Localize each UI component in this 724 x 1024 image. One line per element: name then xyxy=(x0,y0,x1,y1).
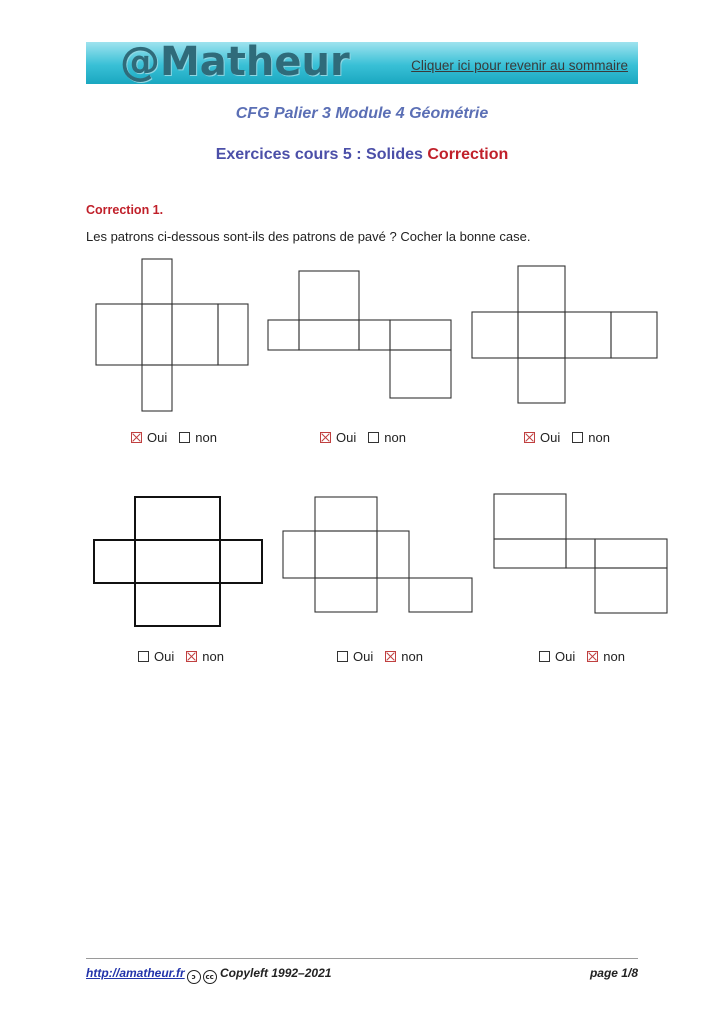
net-face xyxy=(409,578,472,612)
copyleft-text: Copyleft 1992–2021 xyxy=(220,966,332,980)
net-face xyxy=(494,539,566,568)
net-3 xyxy=(472,266,660,406)
net-face xyxy=(218,304,248,365)
checkbox-oui-1[interactable] xyxy=(131,432,142,443)
label-oui: Oui xyxy=(154,649,175,664)
back-to-summary-link[interactable]: Cliquer ici pour revenir au sommaire xyxy=(411,58,628,73)
checkbox-oui-4[interactable] xyxy=(138,651,149,662)
answer-net-1 xyxy=(131,430,217,445)
section-title: Correction 1. xyxy=(86,203,164,217)
subtitle-main: Exercices cours 5 : Solides xyxy=(215,146,428,163)
net-4 xyxy=(93,496,265,630)
checkbox-oui-6[interactable] xyxy=(539,651,550,662)
page-subtitle xyxy=(0,146,724,164)
net-1 xyxy=(96,259,252,413)
label-oui: Oui xyxy=(353,649,374,664)
page-title: CFG Palier 3 Module 4 Géométrie xyxy=(235,105,489,122)
net-face xyxy=(315,531,377,578)
net-face xyxy=(142,259,172,304)
instruction-text: Les patrons ci-dessous sont-ils des patrons de pavé ? Cocher la bonne case. xyxy=(86,229,531,244)
net-face xyxy=(595,568,667,613)
net-face xyxy=(299,271,359,320)
net-5 xyxy=(283,497,475,615)
checkbox-non-5[interactable] xyxy=(385,651,396,662)
net-face xyxy=(172,304,218,365)
net-face xyxy=(518,312,565,358)
label-non: non xyxy=(384,430,406,445)
net-face xyxy=(518,266,565,312)
net-face xyxy=(359,320,390,350)
net-face xyxy=(220,540,262,583)
net-face xyxy=(142,365,172,411)
page-number: page 1/8 xyxy=(589,966,638,980)
checkbox-oui-5[interactable] xyxy=(337,651,348,662)
net-face xyxy=(611,312,657,358)
answer-net-5 xyxy=(337,649,423,664)
label-oui: Oui xyxy=(555,649,576,664)
label-oui: Oui xyxy=(336,430,357,445)
label-oui: Oui xyxy=(147,430,168,445)
net-face xyxy=(268,320,299,350)
checkbox-non-3[interactable] xyxy=(572,432,583,443)
footer-divider xyxy=(86,958,638,959)
net-face xyxy=(135,540,220,583)
footer-site-link[interactable]: http://amatheur.fr xyxy=(86,966,185,980)
label-oui: Oui xyxy=(540,430,561,445)
label-non: non xyxy=(195,430,217,445)
answer-net-3 xyxy=(524,430,610,445)
net-face xyxy=(565,312,611,358)
subtitle-correction: Correction xyxy=(427,146,509,163)
copyleft-icon: ↄ xyxy=(187,970,201,984)
creative-commons-icon: cc xyxy=(203,970,217,984)
checkbox-non-6[interactable] xyxy=(587,651,598,662)
checkbox-oui-3[interactable] xyxy=(524,432,535,443)
net-face xyxy=(472,312,518,358)
net-face xyxy=(390,320,451,350)
header-banner xyxy=(86,42,638,84)
answer-net-4 xyxy=(138,649,224,664)
net-6 xyxy=(494,494,670,616)
footer-left xyxy=(86,966,331,984)
net-face xyxy=(494,494,566,539)
label-non: non xyxy=(401,649,423,664)
net-face xyxy=(390,350,451,398)
label-non: non xyxy=(603,649,625,664)
net-face xyxy=(283,531,315,578)
label-non: non xyxy=(588,430,610,445)
net-face xyxy=(142,304,172,365)
checkbox-non-4[interactable] xyxy=(186,651,197,662)
net-2 xyxy=(268,271,454,401)
net-face xyxy=(96,304,142,365)
net-face xyxy=(135,497,220,540)
net-face xyxy=(377,531,409,578)
net-face xyxy=(299,320,359,350)
net-face xyxy=(518,358,565,403)
net-face xyxy=(566,539,595,568)
checkbox-non-2[interactable] xyxy=(368,432,379,443)
net-face xyxy=(94,540,135,583)
net-face xyxy=(595,539,667,568)
site-logo: @Matheur xyxy=(120,42,350,84)
answer-net-6 xyxy=(539,649,625,664)
net-face xyxy=(135,583,220,626)
checkbox-oui-2[interactable] xyxy=(320,432,331,443)
net-face xyxy=(315,497,377,531)
net-face xyxy=(315,578,377,612)
label-non: non xyxy=(202,649,224,664)
answer-net-2 xyxy=(320,430,406,445)
checkbox-non-1[interactable] xyxy=(179,432,190,443)
